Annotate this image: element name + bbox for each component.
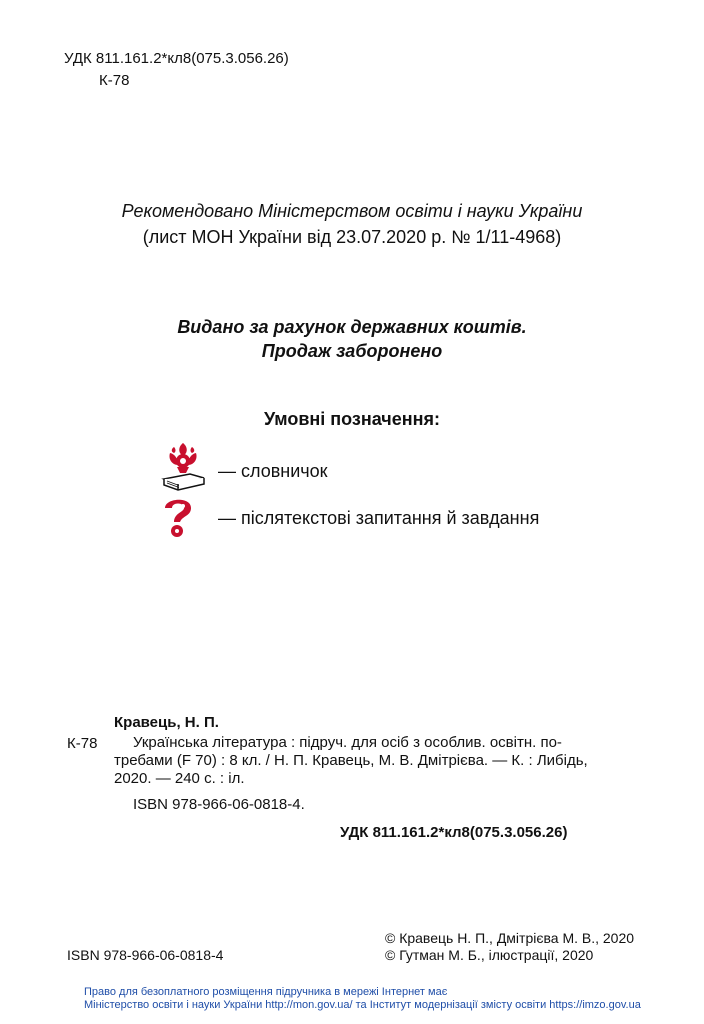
recommendation-line-2: (лист МОН України від 23.07.2020 р. № 1/11-4968) xyxy=(142,227,562,247)
question-icon xyxy=(161,494,195,538)
header-udk: УДК 811.161.2*кл8(075.3.056.26) xyxy=(64,50,289,67)
legend-title: Умовні позначення: xyxy=(263,409,441,429)
catalog-udk: УДК 811.161.2*кл8(075.3.056.26) xyxy=(340,824,568,841)
copyright-authors: © Кравець Н. П., Дмітрієва М. В., 2020 xyxy=(385,930,635,946)
catalog-line-1: Українська література : підруч. для осіб з особлив. освітн. по- xyxy=(133,734,562,751)
copyright-illustrations: © Гутман М. Б., ілюстрації, 2020 xyxy=(385,947,594,963)
legend-item-questions: — післятекстові запитання й завдання xyxy=(218,508,540,528)
catalog-isbn: ISBN 978-966-06-0818-4. xyxy=(133,796,305,813)
catalog-code: К-78 xyxy=(67,735,98,752)
header-code: К-78 xyxy=(99,72,130,89)
catalog-author: Кравець, Н. П. xyxy=(114,714,219,731)
catalog-line-3: 2020. — 240 с. : іл. xyxy=(114,770,245,787)
footer-isbn: ISBN 978-966-06-0818-4 xyxy=(67,947,224,963)
book-icon xyxy=(160,441,206,493)
legend-item-dictionary: — словничок xyxy=(218,461,328,481)
funding-line-1: Видано за рахунок державних коштів. xyxy=(177,317,527,337)
rights-line-2[interactable]: Міністерство освіти і науки України http://mon.gov.ua/ та Інститут модернізації змісту освіти https://imzo.gov.ua xyxy=(84,999,641,1011)
catalog-line-2: требами (F 70) : 8 кл. / Н. П. Кравець, М. В. Дмітрієва. — К. : Либідь, xyxy=(114,752,588,769)
rights-line-1: Право для безоплатного розміщення підручника в мережі Інтернет має xyxy=(84,986,448,998)
funding-line-2: Продаж заборонено xyxy=(261,341,443,361)
recommendation-line-1: Рекомендовано Міністерством освіти і науки України xyxy=(121,201,583,221)
